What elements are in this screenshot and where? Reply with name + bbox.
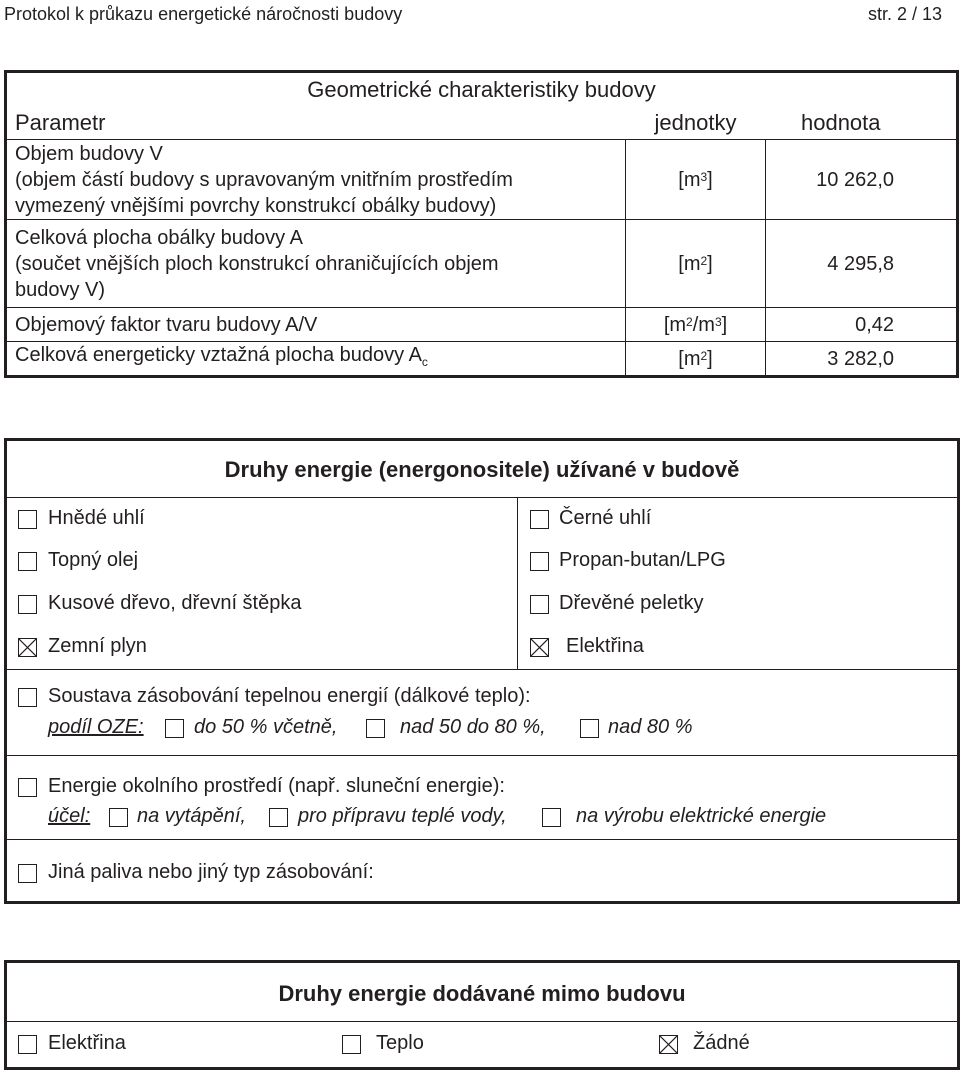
param-cell: Celková plocha obálky budovy A (součet vnějších ploch konstrukcí ohraničujících objem budovy V): [6, 220, 626, 308]
energy-carriers-title: Druhy energie (energonositele) užívané v budově: [224, 457, 740, 482]
label-purpose-heating: na vytápění,: [137, 805, 246, 827]
checkbox-purpose-hot-water[interactable]: [269, 808, 288, 827]
checkbox-res-up-to-50[interactable]: [165, 719, 184, 738]
table-row: [6, 140, 958, 220]
label-res-share: podíl OZE:: [48, 716, 144, 738]
label-res-over-80: nad 80 %: [608, 716, 693, 738]
col-header-units: jednotky: [626, 107, 766, 140]
label-heating-oil: Topný olej: [48, 549, 139, 571]
checkbox-wood-pellets[interactable]: [530, 595, 549, 614]
checkbox-purpose-electricity[interactable]: [542, 808, 561, 827]
label-natural-gas: Zemní plyn: [48, 635, 147, 657]
label-brown-coal: Hnědé uhlí: [48, 507, 145, 529]
checkbox-ambient-energy[interactable]: [18, 778, 37, 797]
col-header-value: hodnota: [766, 107, 958, 140]
table-row: [6, 308, 958, 342]
geometry-table: [4, 70, 959, 378]
unit-cell: $[m^2]$: [626, 342, 766, 377]
label-export-heat: Teplo: [376, 1032, 424, 1054]
exported-energy-title: Druhy energie dodávané mimo budovu: [278, 981, 686, 1006]
unit-cell: $[m^2/m^3]$: [626, 308, 766, 342]
label-res-up-to-50: do 50 % včetně,: [194, 716, 338, 738]
label-res-50-80: nad 50 do 80 %,: [400, 716, 546, 738]
param-cell: Objem budovy V (objem částí budovy s upravovaným vnitřním prostředím vymezený vnějšími povrchy konstrukcí obálky budovy): [6, 140, 626, 220]
label-electricity: Elektřina: [566, 635, 644, 657]
checkbox-export-electricity[interactable]: [18, 1035, 37, 1054]
geometry-title: Geometrické charakteristiky budovy: [6, 72, 958, 108]
param-cell: Celková energeticky vztažná plocha budovy $A_c$: [6, 342, 626, 377]
checkbox-res-over-80[interactable]: [580, 719, 599, 738]
label-lpg: Propan-butan/LPG: [559, 549, 726, 571]
checkbox-export-heat[interactable]: [342, 1035, 361, 1054]
checkbox-brown-coal[interactable]: [18, 510, 37, 529]
label-ambient-energy: Energie okolního prostředí (např. sluneční energie):: [48, 775, 505, 797]
label-purpose-electricity: na výrobu elektrické energie: [576, 805, 827, 827]
checkbox-other-fuels[interactable]: [18, 864, 37, 883]
label-district-heating: Soustava zásobování tepelnou energií (dálkové teplo):: [48, 685, 531, 707]
unit-cell: $[m^2]$: [626, 220, 766, 308]
label-wood-pellets: Dřevěné peletky: [559, 592, 704, 614]
unit-cell: $[m^3]$: [626, 140, 766, 220]
label-other-fuels: Jiná paliva nebo jiný typ zásobování:: [48, 861, 374, 883]
checkbox-lpg[interactable]: [530, 552, 549, 571]
page-number: str. 2 / 13: [867, 4, 942, 24]
checkbox-heating-oil[interactable]: [18, 552, 37, 571]
checkbox-black-coal[interactable]: [530, 510, 549, 529]
checkbox-district-heating[interactable]: [18, 688, 37, 707]
exported-energy-section: [4, 960, 960, 1070]
page-header-title: Protokol k průkazu energetické náročnosti budovy: [4, 4, 403, 24]
energy-carriers-section: [4, 438, 960, 904]
label-export-electricity: Elektřina: [48, 1032, 126, 1054]
param-cell: Objemový faktor tvaru budovy A/V: [6, 308, 626, 342]
checkbox-electricity[interactable]: [530, 638, 549, 657]
checkbox-res-50-80[interactable]: [366, 719, 385, 738]
label-firewood: Kusové dřevo, dřevní štěpka: [48, 592, 302, 614]
value-cell: 0,42: [766, 308, 958, 342]
value-cell: 4 295,8: [766, 220, 958, 308]
table-row: [6, 220, 958, 308]
label-purpose-hot-water: pro přípravu teplé vody,: [298, 805, 507, 827]
checkbox-firewood[interactable]: [18, 595, 37, 614]
table-row: [6, 342, 958, 377]
value-cell: 3 282,0: [766, 342, 958, 377]
label-export-none: Žádné: [693, 1032, 750, 1054]
col-header-parameter: Parametr: [6, 107, 626, 140]
checkbox-natural-gas[interactable]: [18, 638, 37, 657]
checkbox-purpose-heating[interactable]: [109, 808, 128, 827]
label-purpose: účel:: [48, 805, 91, 827]
checkbox-export-none[interactable]: [659, 1035, 678, 1054]
value-cell: 10 262,0: [766, 140, 958, 220]
label-black-coal: Černé uhlí: [559, 507, 652, 529]
